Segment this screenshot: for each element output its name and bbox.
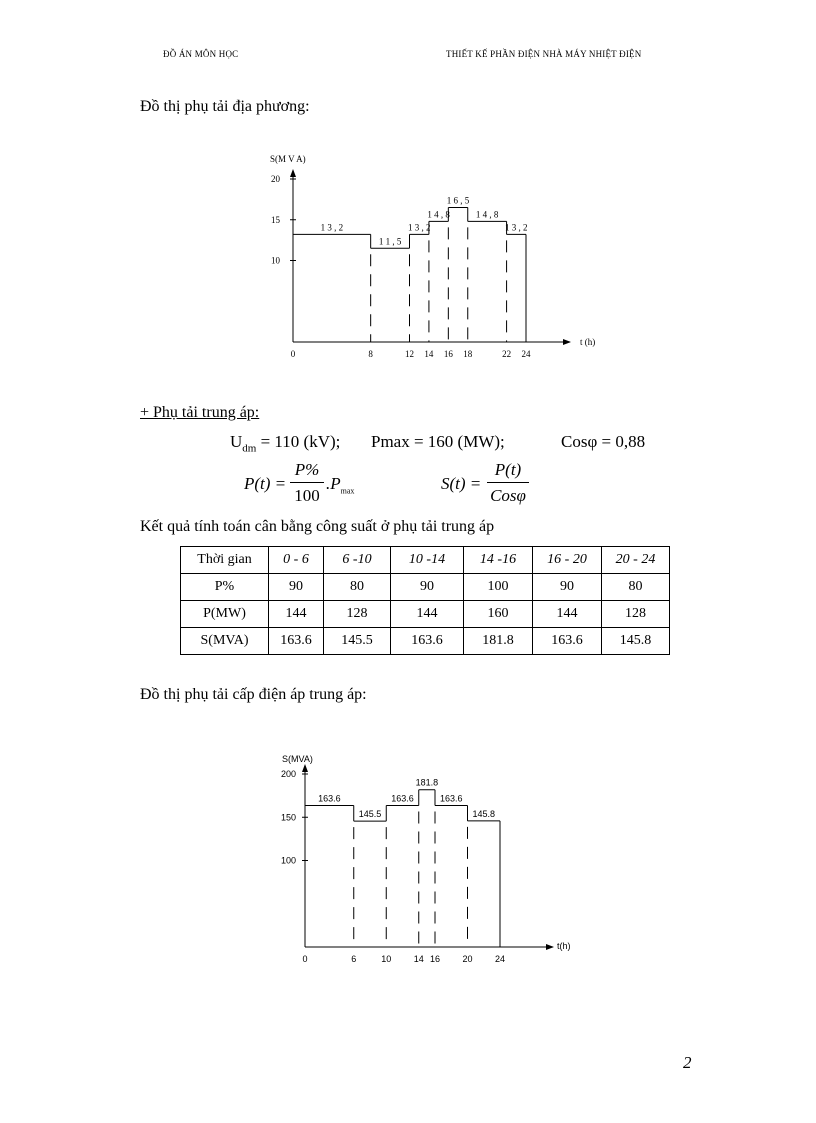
data-label: 1 4 , 8 xyxy=(427,209,450,220)
data-label: 1 1 , 5 xyxy=(378,236,402,247)
x-tick-label: 0 xyxy=(302,954,308,964)
table-cell: S(MVA) xyxy=(181,628,269,655)
table-header-cell: 16 - 20 xyxy=(533,547,602,574)
data-label: 163.6 xyxy=(318,793,341,804)
table-cell: 144 xyxy=(269,601,324,628)
data-label: 1 3 , 2 xyxy=(320,222,344,233)
pmax-param: Pmax = 160 (MW); xyxy=(371,432,505,451)
table-cell: 144 xyxy=(391,601,464,628)
formula-s-lhs: S(t) = xyxy=(441,474,482,493)
y-tick-label: 150 xyxy=(280,812,296,823)
y-axis-arrow xyxy=(302,764,308,772)
x-tick-label: 6 xyxy=(351,954,357,964)
y-tick-label: 15 xyxy=(271,214,280,225)
page-number: 2 xyxy=(683,1053,692,1072)
fraction-bar xyxy=(290,482,324,483)
x-tick-label: 14 xyxy=(424,349,434,359)
table-cell: 144 xyxy=(533,601,602,628)
table-cell: 90 xyxy=(269,574,324,601)
x-tick-label: 10 xyxy=(381,954,392,964)
table-header-cell: Thời gian xyxy=(181,547,269,574)
table-header-cell: 0 - 6 xyxy=(269,547,324,574)
udm-param xyxy=(230,432,340,454)
udm-subscript: dm xyxy=(242,442,257,455)
formula-p-denominator: 100 xyxy=(294,486,320,505)
table-header-cell: 10 -14 xyxy=(391,547,464,574)
x-tick-label: 16 xyxy=(443,349,453,359)
table-cell: P% xyxy=(181,574,269,601)
table-header-cell: 20 - 24 xyxy=(602,547,670,574)
data-label: 163.6 xyxy=(439,793,463,804)
section-title-local-load: Đồ thị phụ tải địa phương: xyxy=(140,98,310,115)
y-tick-label: 20 xyxy=(271,174,280,184)
x-axis-label: t(h) xyxy=(557,941,571,951)
data-label: 1 4 , 8 xyxy=(475,209,499,220)
table-cell: 90 xyxy=(533,574,602,601)
section-title-medium-voltage-chart: Đồ thị phụ tải cấp điện áp trung áp: xyxy=(140,686,367,703)
table-row xyxy=(181,628,670,655)
x-axis-label: t (h) xyxy=(580,337,596,347)
table-header-cell: 14 -16 xyxy=(464,547,533,574)
x-tick-label: 24 xyxy=(494,954,506,964)
y-tick-label: 100 xyxy=(280,855,296,866)
fraction-bar xyxy=(487,482,529,483)
medium-voltage-load-chart xyxy=(270,745,610,970)
table-cell: 181.8 xyxy=(464,628,533,655)
local-load-chart xyxy=(240,145,620,370)
formula-p-tail-sub: max xyxy=(340,486,355,496)
table-row xyxy=(181,574,670,601)
table-cell: 100 xyxy=(464,574,533,601)
x-tick-label: 12 xyxy=(405,349,414,359)
power-balance-table xyxy=(180,546,670,655)
table-cell: 145.8 xyxy=(602,628,670,655)
table-cell: 163.6 xyxy=(391,628,464,655)
x-tick-label: 8 xyxy=(368,349,373,359)
udm-label: U xyxy=(230,432,243,451)
formula-s-denominator: Cosφ xyxy=(490,486,526,505)
y-axis-label: S(MVA) xyxy=(282,754,313,764)
cos-param: Cosφ = 0,88 xyxy=(561,432,646,451)
formula-p-numerator: P% xyxy=(294,460,320,479)
data-label: 181.8 xyxy=(415,777,439,788)
table-cell: 128 xyxy=(324,601,391,628)
table-row xyxy=(181,601,670,628)
data-label: 1 6 , 5 xyxy=(446,195,470,206)
table-cell: 80 xyxy=(602,574,670,601)
table-cell: 90 xyxy=(391,574,464,601)
x-tick-label: 24 xyxy=(521,349,531,359)
x-tick-label: 16 xyxy=(429,954,441,964)
table-cell: 80 xyxy=(324,574,391,601)
data-label: 1 3 , 2 xyxy=(407,222,431,233)
formula-p-lhs: P(t) = xyxy=(244,474,287,493)
table-cell: 160 xyxy=(464,601,533,628)
table-cell: 163.6 xyxy=(269,628,324,655)
table-caption: Kết quả tính toán cân bằng công suất ở phụ tải trung áp xyxy=(140,518,495,535)
table-header-cell: 6 -10 xyxy=(324,547,391,574)
x-tick-label: 0 xyxy=(290,349,296,359)
y-tick-label: 200 xyxy=(280,769,296,779)
table-cell: 145.5 xyxy=(324,628,391,655)
x-tick-label: 18 xyxy=(463,349,473,359)
udm-value: = 110 (kV); xyxy=(260,432,341,451)
data-label: 163.6 xyxy=(391,793,414,804)
formula-p-tail-main: .P xyxy=(326,474,341,493)
table-cell: 163.6 xyxy=(533,628,602,655)
y-axis-arrow xyxy=(290,169,296,177)
x-axis-arrow xyxy=(563,339,571,345)
y-axis-label: S(M V A) xyxy=(270,154,306,164)
section-title-medium-voltage: + Phụ tải trung áp: xyxy=(140,404,260,421)
table-cell: 128 xyxy=(602,601,670,628)
table-header-row xyxy=(181,547,670,574)
table-cell: P(MW) xyxy=(181,601,269,628)
header-left: ĐỒ ÁN MÔN HỌC xyxy=(163,49,239,59)
y-tick-label: 10 xyxy=(271,255,280,266)
formula-s-numerator: P(t) xyxy=(494,460,522,479)
x-tick-label: 22 xyxy=(502,349,512,359)
data-label: 145.8 xyxy=(472,808,496,819)
formula-p-tail xyxy=(326,474,354,495)
header-right: THIẾT KẾ PHẦN ĐIỆN NHÀ MÁY NHIỆT ĐIỆN xyxy=(446,49,642,59)
data-label: 1 3 , 2 xyxy=(505,222,528,233)
x-tick-label: 14 xyxy=(413,954,424,964)
x-tick-label: 20 xyxy=(462,954,473,964)
data-label: 145.5 xyxy=(358,809,382,820)
x-axis-arrow xyxy=(546,944,554,950)
